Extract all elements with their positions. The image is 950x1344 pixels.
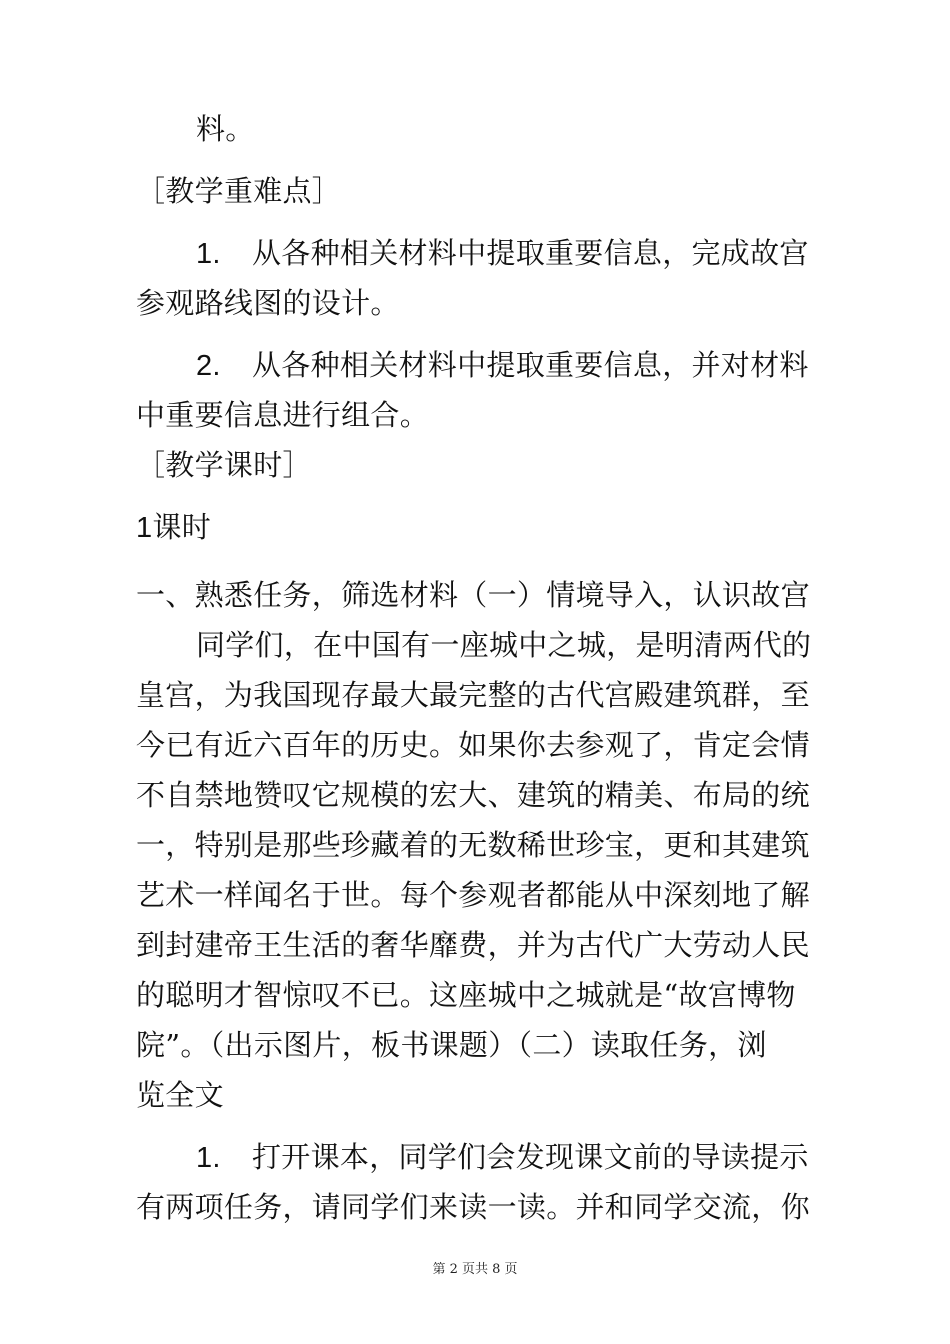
section-heading-step-one: 一、熟悉任务，筛选材料（一）情境导入，认识故宫	[136, 578, 810, 612]
list-number: 1.	[196, 238, 221, 270]
paragraph-line: 不自禁地赞叹它规模的宏大、建筑的精美、布局的统	[136, 778, 810, 812]
list-item-text: 从各种相关材料中提取重要信息，并对材料	[252, 348, 809, 382]
period-count: 1	[136, 512, 153, 544]
class-period-line	[136, 502, 800, 552]
list-number: 1.	[196, 1142, 221, 1174]
paragraph-line: 院”。（出示图片，板书课题）（二）读取任务，浏	[136, 1028, 767, 1062]
text-line: 参观路线图的设计。	[136, 286, 400, 320]
document-body	[136, 104, 812, 1232]
section-heading-difficulties: ［教学重难点］	[136, 174, 342, 208]
paragraph-line: 皇宫，为我国现存最大最完整的古代宫殿建筑群，至	[136, 678, 810, 712]
list-item-2	[136, 340, 809, 390]
list-item-1	[136, 228, 809, 278]
paragraph-line: 同学们，在中国有一座城中之城，是明清两代的	[196, 628, 812, 662]
list-item-text: 打开课本，同学们会发现课文前的导读提示	[252, 1140, 809, 1174]
list-number: 2.	[196, 350, 221, 382]
paragraph-line: 一，特别是那些珍藏着的无数稀世珍宝，更和其建筑	[136, 828, 810, 862]
paragraph-line: 艺术一样闻名于世。每个参观者都能从中深刻地了解	[136, 878, 810, 912]
page-footer: 第 2 页共 8 页	[432, 1262, 518, 1277]
period-unit: 课时	[152, 510, 212, 544]
list-item-1	[136, 1132, 809, 1182]
paragraph-line: 有两项任务，请同学们来读一读。并和同学交流，你	[136, 1190, 810, 1224]
paragraph-line: 到封建帝王生活的奢华靡费，并为古代广大劳动人民	[136, 928, 810, 962]
text-line: 料。	[196, 112, 255, 146]
paragraph-line: 览全文	[136, 1078, 224, 1112]
list-item-text: 从各种相关材料中提取重要信息，完成故宫	[252, 236, 809, 270]
section-heading-periods: ［教学课时］	[136, 448, 312, 482]
paragraph-line: 今已有近六百年的历史。如果你去参观了，肯定会情	[136, 728, 810, 762]
paragraph-line: 的聪明才智惊叹不已。这座城中之城就是“故宫博物	[136, 978, 796, 1012]
text-line: 中重要信息进行组合。	[136, 398, 430, 432]
